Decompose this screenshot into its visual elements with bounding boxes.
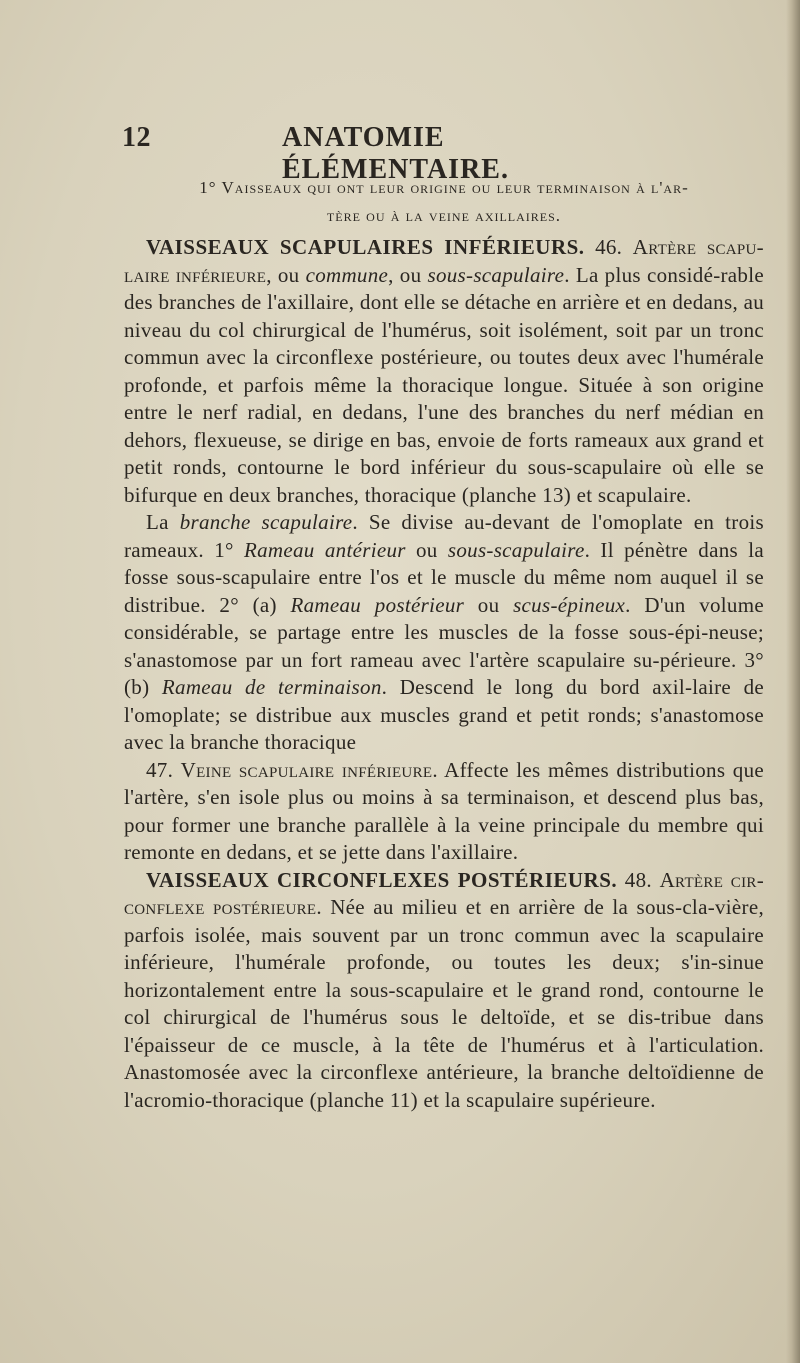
text-run: . Se divise au-devant de l'omoplate en trois rameaux. 1° [124,510,764,562]
body-text [124,234,764,1114]
paragraph-46 [124,234,764,509]
paragraph-48 [124,867,764,1115]
paragraph-number: 48. [624,867,652,892]
paragraph-number: 47. [146,757,174,782]
italic-term: commune [305,262,389,287]
text-run: . Descend le long du bord axil-laire de l'omoplate; se distribue aux muscles grand et petit ronds; s'anastomose avec la branche thoracique [124,675,764,754]
page-header [122,122,672,185]
italic-term: Rameau de terminaison [161,675,382,699]
text-run: . D'un volume considérable, se partage entre les muscles de la fosse sous-épi-neuse; s'anastomose par un fort rameau avec l'artère scapulaire su-périeure. 3° (b) [124,592,764,699]
paragraph-branche-scapulaire [124,509,764,757]
text-run: Née au milieu et en arrière de la sous-cla-vière, parfois isolée, mais souvent par un tronc commun avec la scapulaire inférieure, l'humérale profonde, ou toutes les deux; s'in-sinue horizontalement entre la sous-scapulaire et le grand rond, contourne le col chirurgical de l'humérus sous le deltoïde, et se dis-tribue dans l'épaisseur de ce muscle, à la tête de l'humérus et à l'articulation. Anastomosée avec la circonflexe antérieure, la branche deltoïdienne de l'acromio-thoracique (planche 11) et la scapulaire supérieure. [124,895,765,1112]
italic-term: Rameau postérieur [290,592,465,617]
section-title-line-2: tère ou à la veine axillaires. [326,206,562,225]
heading-scapulaires-inferieurs: VAISSEAUX SCAPULAIRES INFÉRIEURS. [146,235,585,259]
italic-term: sous-scapulaire [427,262,565,287]
text-run: ou [271,262,306,287]
section-title [124,174,764,230]
italic-term: Rameau antérieur [243,537,406,562]
paragraph-number: 46. [595,235,623,259]
text-run: , ou [388,262,428,287]
lead-term: Artère scapu-laire inférieure, [124,235,764,287]
italic-term: sous-scapulaire [447,537,585,562]
lead-term: Artère cir-conflexe postérieure. [124,867,764,919]
lead-term: Veine scapulaire inférieure. [180,757,438,782]
text-run: . Il pénètre dans la fosse sous-scapulaire entre l'os et le muscle du même nom auquel il se distribue. 2° (a) [124,537,764,617]
page-number: 12 [122,122,151,153]
text-run: . La plus considé-rable des branches de l'axillaire, dont elle se détache en arrière et en dedans, au niveau du col chirurgical de l'humérus, soit isolément, soit par un tronc commun avec la circonflexe postérieure, ou toutes deux avec l'humérale profonde, et parfois même la thoracique longue. Située à son origine entre le nerf radial, en dedans, l'une des branches du nerf médian en dehors, flexueuse, se dirige en bas, envoie de forts rameaux aux grand et petit ronds, contourne le bord inférieur du sous-scapulaire où elle se bifurque en deux branches, thoracique (planche 13) et scapulaire. [124,262,764,507]
page-edge-shadow [786,0,800,1363]
text-run: La [146,510,180,534]
paragraph-47 [124,757,764,867]
text-run: ou [464,592,514,617]
italic-term: branche scapulaire [179,510,353,534]
section-title-line-1: 1° Vaisseaux qui ont leur origine ou leur terminaison à l'ar- [199,178,689,197]
running-title: ANATOMIE ÉLÉMENTAIRE. [282,122,509,185]
text-run: Affecte les mêmes distributions que l'artère, s'en isole plus ou moins à sa terminaison, et descend plus bas, pour former une branche parallèle à la veine principale du membre qui remonte en dedans, et se jette dans l'axillaire. [124,757,764,864]
text-run: ou [405,537,448,562]
italic-term: scus-épineux [513,592,626,617]
heading-circonflexes-posterieurs: VAISSEAUX CIRCONFLEXES POSTÉRIEURS. [146,867,618,892]
